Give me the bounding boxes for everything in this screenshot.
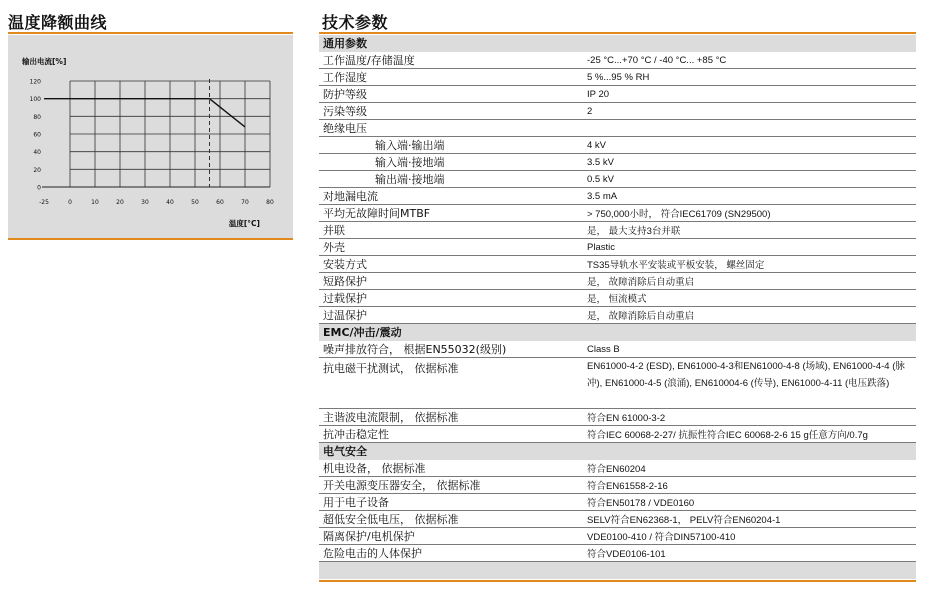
x-axis-label: 温度[°C] (228, 219, 260, 228)
param-row (319, 171, 916, 188)
param-value: IP 20 (587, 88, 610, 100)
param-row (319, 528, 916, 545)
param-row (319, 545, 916, 562)
param-row (319, 86, 916, 103)
x-tick-label: 70 (241, 199, 249, 206)
y-axis-label: 输出电流[%] (22, 57, 67, 66)
param-row (319, 290, 916, 307)
tech-params-heading: 技术参数 (322, 13, 389, 32)
param-label: 防护等级 (323, 88, 367, 101)
param-value: SELV符合EN62368-1， PELV符合EN60204-1 (587, 515, 781, 526)
param-row (319, 137, 916, 154)
y-tick-label: 60 (33, 131, 41, 139)
derating-chart (8, 35, 293, 239)
param-value: 符合EN61558-2-16 (587, 481, 668, 492)
param-value: 是， 故障消除后自动重启 (587, 277, 695, 288)
x-tick-label: -25 (39, 199, 49, 206)
param-label: 外壳 (323, 241, 345, 254)
param-value: 0.5 kV (587, 173, 614, 185)
param-value: Class B (587, 343, 620, 355)
param-label: 绝缘电压 (323, 122, 367, 135)
param-label: 工作温度/存储温度 (323, 54, 415, 67)
param-label: 输入端·接地端 (375, 156, 445, 169)
derating-series-line (44, 99, 245, 127)
x-tick-label: 30 (141, 199, 149, 206)
param-value: VDE0100-410 / 符合DIN57100-410 (587, 532, 736, 543)
param-row (319, 256, 916, 273)
x-tick-label: 20 (116, 199, 124, 206)
param-value: -25 °C...+70 °C / -40 °C... +85 °C (587, 54, 727, 66)
param-value: 符合EN60204 (587, 464, 646, 475)
param-row (319, 120, 916, 137)
param-value: 符合EN50178 / VDE0160 (587, 498, 695, 509)
param-label: 并联 (323, 224, 345, 237)
param-label: 过温保护 (323, 309, 367, 322)
section-title: EMC/冲击/震动 (323, 326, 402, 339)
param-value: EN61000-4-2 (ESD), EN61000-4-3和EN61000-4-8 (场域), EN61000-4-4 (脉冲), EN61000-4-5 (浪涌), EN610004-6 (传导), EN61000-4-11 (电压跌落) (587, 361, 905, 389)
param-value: 符合VDE0106-101 (587, 549, 666, 560)
param-label: 工作湿度 (323, 71, 367, 84)
param-label: 抗电磁干扰测试， 依据标准 (323, 362, 459, 375)
param-row (319, 511, 916, 528)
derating-chart-panel (8, 35, 293, 239)
param-label: 过载保护 (323, 292, 367, 305)
x-tick-label: 40 (166, 199, 174, 206)
param-value: 3.5 mA (587, 190, 618, 202)
right-heading-rule (319, 32, 916, 34)
right-bottom-rule (319, 580, 916, 582)
param-label: 输出端·接地端 (375, 173, 445, 186)
param-row (319, 273, 916, 290)
param-label: 安装方式 (323, 258, 367, 271)
y-tick-label: 20 (33, 166, 41, 174)
param-row (319, 239, 916, 256)
param-value: 4 kV (587, 139, 607, 151)
y-tick-label: 100 (29, 96, 41, 104)
derating-curve-heading: 温度降额曲线 (8, 13, 108, 32)
param-row (319, 222, 916, 239)
param-value: 是， 恒流模式 (587, 294, 647, 305)
param-label: 短路保护 (323, 275, 367, 288)
param-row (319, 52, 916, 69)
x-tick-label: 60 (216, 199, 224, 206)
param-row (319, 477, 916, 494)
param-row (319, 460, 916, 477)
param-value: 是， 故障消除后自动重启 (587, 311, 695, 322)
x-tick-label: 80 (266, 199, 274, 206)
param-label: 机电设备， 依据标准 (323, 462, 426, 475)
param-label: 开关电源变压器安全， 依据标准 (323, 479, 481, 492)
param-row (319, 426, 916, 443)
param-label: 噪声排放符合， 根据EN55032(级别) (323, 343, 507, 356)
param-value: 3.5 kV (587, 156, 614, 168)
param-value: 5 %...95 % RH (587, 71, 650, 83)
param-value: TS35导轨水平安装或平板安装， 螺丝固定 (587, 260, 765, 271)
x-tick-label: 50 (191, 199, 199, 206)
section-header (319, 443, 916, 460)
x-tick-label: 10 (91, 199, 99, 206)
section-title: 电气安全 (323, 445, 367, 458)
param-value: 符合IEC 60068-2-27/ 抗振性符合IEC 60068-2-6 15 g任意方向/0.7g (587, 430, 868, 441)
param-row (319, 205, 916, 222)
param-value: Plastic (587, 241, 615, 253)
section-header (319, 35, 916, 52)
section-header (319, 324, 916, 341)
param-label: 超低安全低电压， 依据标准 (323, 513, 459, 526)
y-tick-label: 0 (37, 184, 41, 192)
y-tick-label: 40 (33, 149, 41, 157)
param-label: 主谐波电流限制， 依据标准 (323, 411, 459, 424)
param-label: 危险电击的人体保护 (323, 547, 422, 560)
section-title: 通用参数 (323, 37, 367, 50)
param-row (319, 409, 916, 426)
param-value: 是， 最大支持3台并联 (587, 226, 681, 237)
y-tick-label: 80 (33, 113, 41, 121)
param-row (319, 307, 916, 324)
param-label: 隔离保护/电机保护 (323, 530, 415, 543)
tech-params-table (319, 35, 916, 579)
table-footer-bar (319, 562, 916, 579)
param-value: > 750,000小时， 符合IEC61709 (SN29500) (587, 209, 771, 220)
param-label: 抗冲击稳定性 (323, 428, 389, 441)
param-row (319, 341, 916, 358)
y-tick-label: 120 (29, 78, 41, 86)
param-row (319, 358, 916, 409)
left-bottom-rule (8, 238, 293, 240)
param-label: 平均无故障时间MTBF (323, 207, 431, 220)
param-row (319, 188, 916, 205)
x-tick-label: 0 (68, 199, 72, 206)
param-row (319, 69, 916, 86)
param-label: 污染等级 (323, 105, 367, 118)
param-label: 对地漏电流 (323, 190, 378, 203)
left-heading-rule (8, 32, 293, 34)
param-label: 输入端·输出端 (375, 139, 445, 152)
param-row (319, 103, 916, 120)
param-value: 符合EN 61000-3-2 (587, 413, 666, 424)
param-label: 用于电子设备 (323, 496, 389, 509)
param-value: 2 (587, 105, 593, 117)
param-row (319, 494, 916, 511)
param-row (319, 154, 916, 171)
